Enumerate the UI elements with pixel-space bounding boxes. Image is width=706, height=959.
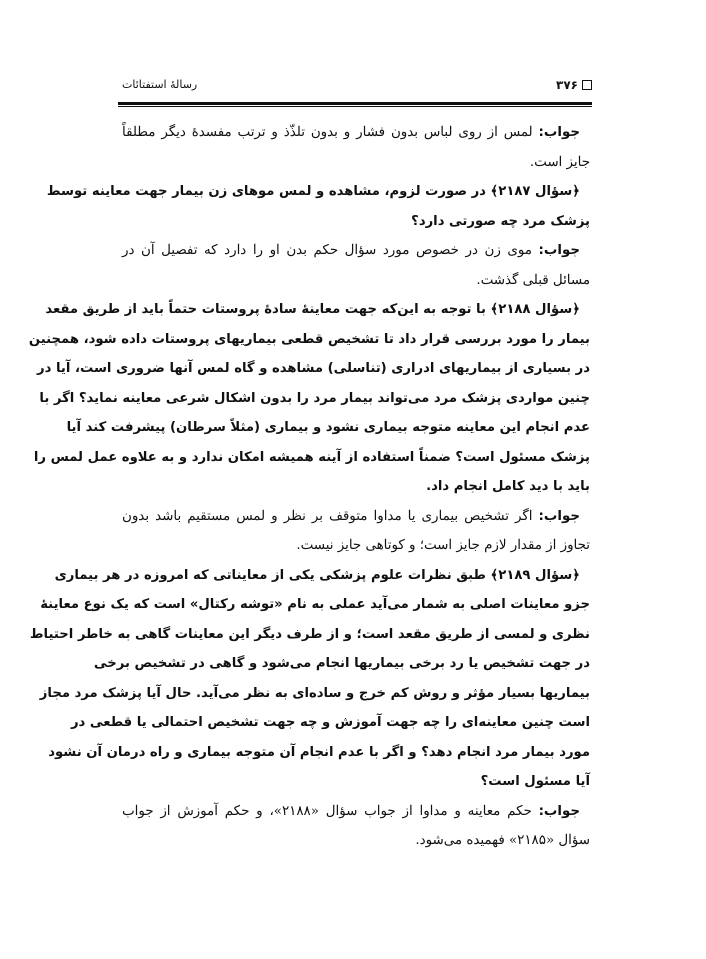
text-line [33,443,590,473]
line-text: اگر تشخیص بیماری یا مداوا متوقف بر نظر و لمس مستقیم باشد بدون [122,508,539,524]
text-line [93,649,590,679]
text-line [122,797,590,827]
text-line [122,148,590,178]
text-line [45,295,590,325]
text-line [46,177,590,207]
text-line [122,118,590,148]
line-text: موی زن در خصوص مورد سؤال حکم بدن او را دارد که تفصیل آن در [122,243,539,258]
question-paragraph [29,561,590,797]
answer-label: جواب: [538,243,580,258]
question-paragraph [28,295,590,502]
text-line [28,325,590,355]
line-text: باید با دید کامل انجام داد. [426,479,590,494]
text-line [122,826,590,856]
text-line [122,266,590,296]
line-text: است چنین معاینه‌ای را چه جهت آموزش و چه جهت تشخیص احتمالی یا قطعی در [70,715,590,730]
line-text: حکم معاینه و مداوا از جواب سؤال «۲۱۸۸»، و حکم آموزش از جواب [122,803,539,819]
line-text: جزو معاینات اصلی به شمار می‌آید عملی به نام «توشه رکتال» است که یک نوع معاینهٔ [40,597,590,612]
line-text: پزشک مسئول است؟ ضمناً استفاده از آینه همیشه امکان ندارد و به علاوه عمل لمس را [33,449,590,465]
running-title: رسالهٔ استفتائات [122,78,198,91]
line-text: مورد بیمار مرد انجام دهد؟ و اگر با عدم انجام آن متوجه بیماری و راه درمان آن نشود [48,744,590,760]
line-text: مسائل قبلی گذشت. [476,272,590,288]
line-text: در بسیاری از بیماریهای ادراری (تناسلی) مشاهده و گاه لمس آنها ضروری است، آیا در [37,361,590,376]
page-number [556,78,592,92]
line-text: تجاوز از مقدار لازم جایز است؛ و کوتاهی جایز نیست. [296,538,590,553]
text-line [66,413,590,443]
line-text: ﴿سؤال ۲۱۸۷﴾ در صورت لزوم، مشاهده و لمس موهای زن بیمار جهت معاینه توسط [46,184,580,199]
text-line [122,472,590,502]
line-text: آیا مسئول است؟ [480,774,590,789]
line-text: چنین مواردی پزشک مرد می‌تواند بیمار مرد را بدون اشکال شرعی معاینه نماید؟ اگر با [39,390,590,406]
text-line [29,620,590,650]
answer-label: جواب: [538,125,580,140]
text-line [122,767,590,797]
answer-label: جواب: [538,508,580,524]
text-line [39,679,590,709]
text-line [37,354,590,384]
square-bullet-icon [582,80,592,90]
text-line [122,236,590,266]
line-text: در جهت تشخیص یا رد برخی بیماریها انجام می‌شود و گاهی در تشخیص برخی [93,656,590,671]
text-line [70,708,590,738]
question-paragraph [46,177,590,236]
line-text: پزشک مرد چه صورتی دارد؟ [411,213,590,229]
answer-label: جواب: [538,803,581,819]
line-text: ﴿سؤال ۲۱۸۹﴾ طبق نظرات علوم پزشکی یکی از معایناتی که امروزه در هر بیماری [54,567,580,583]
header-rule [118,102,592,105]
text-line [54,561,590,591]
answer-paragraph [122,502,590,561]
line-text: ﴿سؤال ۲۱۸۸﴾ با توجه به این‌که جهت معاینهٔ سادهٔ پروستات حتماً باید از طریق مقعد [45,302,580,317]
line-text: بیمار را مورد بررسی قرار داد تا تشخیص قطعی بیماریهای پروستات داده شود، همچنین [28,331,590,347]
text-line [122,502,590,532]
text-line [39,384,590,414]
line-text: عدم انجام این معاینه متوجه بیماری نشود و بیماری (مثلاً سرطان) پیشرفت کند آیا [66,420,590,435]
text-line [40,590,590,620]
answer-paragraph [122,118,590,177]
answer-paragraph [122,236,590,295]
page-body [28,118,590,856]
text-line [122,531,590,561]
page-header [122,78,592,100]
line-text: بیماریها بسیار مؤثر و روش کم خرج و ساده‌ای به نظر می‌آید. حال آیا پزشک مرد مجاز [39,685,590,701]
header-rule-thin [118,106,592,107]
text-line [122,207,590,237]
answer-paragraph [122,797,590,856]
line-text: لمس از روی لباس بدون فشار و بدون تلذّذ و ترتب مفسدهٔ دیگر مطلقاً [122,125,539,140]
text-line [48,738,590,768]
page-number-text: ۳۷۶ [556,78,578,92]
line-text: سؤال «۲۱۸۵» فهمیده می‌شود. [415,833,590,848]
line-text: نظری و لمسی از طریق مقعد است؛ و از طرف دیگر این معاینات گاهی به خاطر احتیاط [29,626,590,642]
line-text: جایز است. [529,154,590,170]
